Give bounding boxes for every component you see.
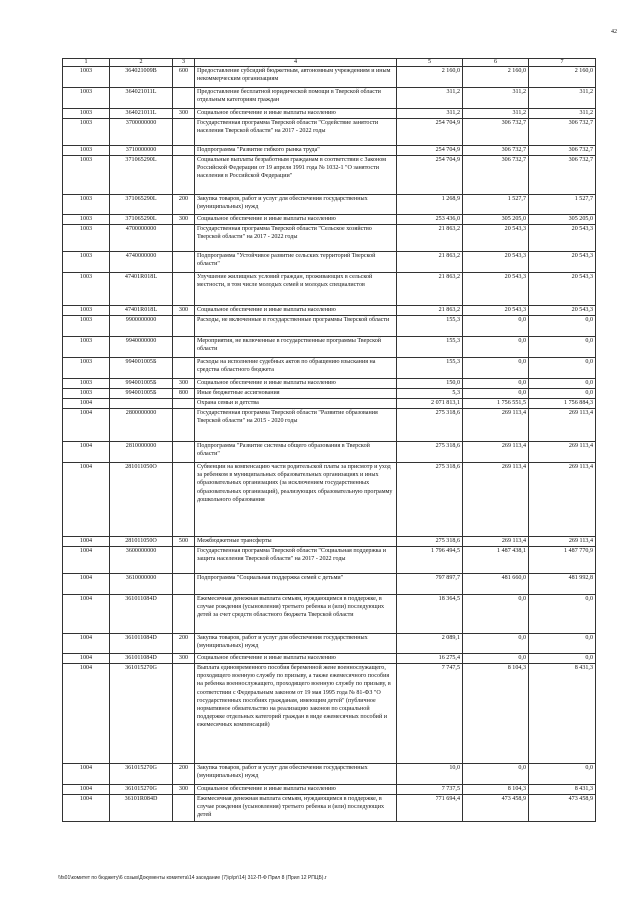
table-row [63,119,596,146]
cell-amount-year1: 254 704,9 [397,146,463,156]
table-row [63,654,596,664]
cell-expense-type [173,337,195,358]
cell-target-code: 47401R018L [110,273,173,306]
cell-expense-type [173,595,195,634]
cell-amount-year3: 306 732,7 [529,119,596,146]
cell-amount-year2: 8 104,3 [463,785,529,795]
cell-amount-year1: 311,2 [397,109,463,119]
cell-amount-year1: 21 863,2 [397,306,463,316]
cell-amount-year3: 0,0 [529,634,596,654]
cell-target-code: 36101R084D [110,795,173,822]
cell-section: 1003 [63,225,110,252]
table-row [63,785,596,795]
cell-section: 1003 [63,67,110,88]
cell-expense-type [173,225,195,252]
cell-amount-year3: 481 992,8 [529,574,596,595]
table-header-row [63,59,596,67]
cell-amount-year2: 473 458,9 [463,795,529,822]
table-row [63,88,596,109]
cell-amount-year2: 0,0 [463,316,529,337]
table-row [63,409,596,442]
cell-amount-year1: 2 089,1 [397,634,463,654]
table-row [63,252,596,273]
cell-target-code: 361015270G [110,764,173,785]
cell-amount-year3: 0,0 [529,337,596,358]
cell-target-code: 361011084D [110,654,173,664]
cell-amount-year3: 305 205,0 [529,215,596,225]
cell-amount-year1: 275 318,6 [397,409,463,442]
cell-target-code: 371065290L [110,215,173,225]
cell-expense-type: 300 [173,306,195,316]
cell-target-code [110,399,173,409]
table-row [63,442,596,463]
table-row [63,215,596,225]
cell-amount-year3: 311,2 [529,109,596,119]
table-row [63,225,596,252]
cell-expense-type: 200 [173,764,195,785]
cell-description: Социальное обеспечение и иные выплаты населению [195,379,397,389]
cell-amount-year3: 473 458,9 [529,795,596,822]
cell-amount-year2: 481 660,0 [463,574,529,595]
header-col-1: 1 [63,59,110,67]
table-row [63,664,596,764]
cell-amount-year1: 21 863,2 [397,252,463,273]
cell-section: 1003 [63,146,110,156]
cell-expense-type [173,547,195,574]
cell-expense-type: 200 [173,634,195,654]
cell-expense-type: 500 [173,537,195,547]
table-row [63,537,596,547]
cell-description: Ежемесячная денежная выплата семьям, нуждающимся в поддержке, в случае рождения (усыновления) третьего ребенка и (или) последующих детей [195,795,397,822]
cell-amount-year2: 0,0 [463,654,529,664]
cell-description: Закупка товаров, работ и услуг для обеспечения государственных (муниципальных) нужд [195,195,397,215]
cell-amount-year3: 269 113,4 [529,409,596,442]
cell-expense-type [173,316,195,337]
cell-description: Подпрограмма "Социальная поддержка семей с детьми" [195,574,397,595]
cell-amount-year1: 21 863,2 [397,225,463,252]
cell-target-code: 371065290L [110,195,173,215]
cell-target-code: 361015270G [110,785,173,795]
cell-amount-year1: 797 897,7 [397,574,463,595]
cell-amount-year3: 8 431,3 [529,785,596,795]
cell-description: Социальные выплаты безработным гражданам в соответствии с Законом Российской Федерации от 19 апреля 1991 года № 1032-1 "О занятости населения в Российской Федерации" [195,156,397,195]
cell-amount-year1: 771 694,4 [397,795,463,822]
cell-target-code: 3700000000 [110,119,173,146]
cell-amount-year3: 269 113,4 [529,463,596,537]
cell-expense-type [173,664,195,764]
cell-amount-year1: 21 863,2 [397,273,463,306]
cell-section: 1004 [63,547,110,574]
cell-section: 1003 [63,215,110,225]
cell-description: Иные бюджетные ассигнования [195,389,397,399]
cell-expense-type: 300 [173,785,195,795]
cell-description: Социальное обеспечение и иные выплаты населению [195,785,397,795]
cell-amount-year3: 20 543,3 [529,252,596,273]
cell-amount-year1: 254 704,9 [397,119,463,146]
cell-section: 1003 [63,337,110,358]
header-col-7: 7 [529,59,596,67]
cell-expense-type [173,409,195,442]
cell-amount-year2: 1 487 438,1 [463,547,529,574]
cell-expense-type: 300 [173,654,195,664]
cell-expense-type [173,252,195,273]
cell-target-code: 361015270G [110,664,173,764]
cell-expense-type [173,156,195,195]
cell-amount-year1: 155,3 [397,316,463,337]
cell-amount-year3: 269 113,4 [529,537,596,547]
cell-section: 1004 [63,409,110,442]
cell-description: Государственная программа Тверской области "Социальная поддержка и защита населения Тверской области" на 2017 - 2022 годы [195,547,397,574]
cell-target-code: 47401R018L [110,306,173,316]
cell-expense-type: 200 [173,195,195,215]
cell-amount-year2: 0,0 [463,595,529,634]
cell-target-code: 364021011L [110,109,173,119]
cell-amount-year3: 0,0 [529,316,596,337]
cell-amount-year3: 0,0 [529,595,596,634]
cell-section: 1004 [63,634,110,654]
cell-description: Охрана семьи и детства [195,399,397,409]
table-row [63,463,596,537]
cell-section: 1004 [63,785,110,795]
cell-description: Подпрограмма "Развитие гибкого рынка труда" [195,146,397,156]
cell-amount-year3: 0,0 [529,654,596,664]
cell-expense-type: 300 [173,109,195,119]
cell-amount-year3: 20 543,3 [529,225,596,252]
cell-amount-year2: 20 543,3 [463,306,529,316]
table-row [63,634,596,654]
cell-amount-year3: 20 543,3 [529,273,596,306]
cell-section: 1004 [63,537,110,547]
cell-description: Подпрограмма "Развитие системы общего образования в Тверской области" [195,442,397,463]
cell-description: Расходы, не включенные в государственные программы Тверской области [195,316,397,337]
cell-section: 1003 [63,306,110,316]
cell-target-code: 3610000000 [110,574,173,595]
cell-expense-type: 300 [173,379,195,389]
cell-target-code: 281011050О [110,537,173,547]
header-col-6: 6 [463,59,529,67]
table-row [63,764,596,785]
cell-expense-type [173,119,195,146]
cell-amount-year2: 20 543,3 [463,225,529,252]
cell-section: 1003 [63,109,110,119]
cell-section: 1003 [63,389,110,399]
cell-target-code: 2800000000 [110,409,173,442]
cell-expense-type: 600 [173,67,195,88]
cell-amount-year3: 0,0 [529,389,596,399]
table-row [63,195,596,215]
page-number: 42 [611,29,617,35]
cell-description: Выплата единовременного пособия беременной жене военнослужащего, проходящего военную службу по призыву, а также ежемесячного пособия на ребенка военнослужащего, проходящего военную службу по призыву, в соответствии с Федеральным законом от 19 мая 1995 года № 81-ФЗ "О государственных пособиях гражданам, имеющим детей" (публичное нормативное обязательство на реализацию законов по социальной поддержке отдельных категорий граждан в виде ежемесячных пособий и ежемесячных компенсаций) [195,664,397,764]
cell-expense-type [173,442,195,463]
cell-amount-year3: 20 543,3 [529,306,596,316]
cell-target-code: 361011084D [110,634,173,654]
cell-description: Предоставление субсидий бюджетным, автономным учреждениям и иным некоммерческим организациям [195,67,397,88]
cell-amount-year1: 311,2 [397,88,463,109]
cell-expense-type [173,358,195,379]
cell-target-code: 4740000000 [110,252,173,273]
cell-target-code: 3600000000 [110,547,173,574]
cell-amount-year3: 0,0 [529,358,596,379]
cell-description: Социальное обеспечение и иные выплаты населению [195,109,397,119]
cell-expense-type [173,146,195,156]
cell-section: 1003 [63,195,110,215]
cell-amount-year3: 8 431,3 [529,664,596,764]
cell-target-code: 2810000000 [110,442,173,463]
cell-description: Закупка товаров, работ и услуг для обеспечения государственных (муниципальных) нужд [195,634,397,654]
cell-target-code: 364021009В [110,67,173,88]
table-row [63,358,596,379]
cell-description: Предоставление бесплатной юридической помощи в Тверской области отдельным категориям граждан [195,88,397,109]
table-row [63,306,596,316]
cell-target-code: 9900000000 [110,316,173,337]
header-col-2: 2 [110,59,173,67]
cell-expense-type [173,795,195,822]
table-row [63,337,596,358]
table-row [63,273,596,306]
cell-amount-year2: 0,0 [463,389,529,399]
table-row [63,146,596,156]
cell-section: 1003 [63,379,110,389]
cell-description: Государственная программа Тверской области "Сельское хозяйство Тверской области" на 2017 - 2022 годы [195,225,397,252]
cell-amount-year2: 0,0 [463,337,529,358]
cell-section: 1004 [63,574,110,595]
cell-amount-year1: 253 436,0 [397,215,463,225]
cell-amount-year2: 306 732,7 [463,156,529,195]
cell-amount-year1: 1 796 494,5 [397,547,463,574]
table-row [63,595,596,634]
cell-expense-type [173,399,195,409]
cell-target-code: 361011084D [110,595,173,634]
cell-amount-year2: 269 113,4 [463,463,529,537]
cell-description: Подпрограмма "Устойчивое развитие сельских территорий Тверской области" [195,252,397,273]
cell-description: Государственная программа Тверской области "Содействие занятости населения Тверской области" на 2017 - 2022 годы [195,119,397,146]
cell-target-code: 281011050О [110,463,173,537]
cell-amount-year3: 311,2 [529,88,596,109]
cell-amount-year3: 1 487 770,9 [529,547,596,574]
cell-amount-year1: 2 071 813,1 [397,399,463,409]
cell-amount-year3: 1 756 884,3 [529,399,596,409]
cell-section: 1004 [63,764,110,785]
cell-expense-type [173,574,195,595]
cell-target-code: 4700000000 [110,225,173,252]
cell-expense-type [173,463,195,537]
cell-amount-year1: 10,0 [397,764,463,785]
cell-amount-year2: 2 160,0 [463,67,529,88]
table-row [63,156,596,195]
cell-amount-year1: 155,3 [397,337,463,358]
cell-description: Расходы на исполнение судебных актов по обращению взыскания на средства областного бюджета [195,358,397,379]
cell-section: 1003 [63,273,110,306]
cell-description: Субвенции на компенсацию части родительской платы за присмотр и уход за ребенком в муниципальных образовательных организациях и иных образовательных организациях (за исключением государственных образовательных организаций), реализующих образовательную программу дошкольного образования [195,463,397,537]
cell-amount-year1: 254 704,9 [397,156,463,195]
cell-expense-type [173,88,195,109]
cell-amount-year2: 0,0 [463,358,529,379]
table-row [63,389,596,399]
cell-target-code: 9940000000 [110,337,173,358]
cell-amount-year2: 0,0 [463,634,529,654]
cell-description: Государственная программа Тверской области "Развитие образования Тверской области" на 2015 - 2020 годы [195,409,397,442]
cell-description: Социальное обеспечение и иные выплаты населению [195,654,397,664]
cell-target-code: 994001005Б [110,358,173,379]
cell-target-code: 364021011L [110,88,173,109]
cell-amount-year3: 269 113,4 [529,442,596,463]
file-path-footer: \\fs01\комитет по бюджету\6 созыв\Документы комитета\14 заседание (7)\p\pr\14) 312-П-Ф Прил 8 (Прил 12 РПЦБ).r [58,875,327,881]
cell-target-code: 994001005Б [110,379,173,389]
cell-amount-year2: 269 113,4 [463,442,529,463]
cell-description: Мероприятия, не включенные в государственные программы Тверской области [195,337,397,358]
cell-description: Межбюджетные трансферты [195,537,397,547]
cell-amount-year1: 2 160,0 [397,67,463,88]
cell-target-code: 994001005Б [110,389,173,399]
cell-amount-year1: 1 268,9 [397,195,463,215]
budget-table [62,58,596,822]
cell-amount-year1: 18 364,5 [397,595,463,634]
cell-amount-year2: 8 104,3 [463,664,529,764]
table-row [63,67,596,88]
cell-section: 1003 [63,88,110,109]
cell-amount-year3: 0,0 [529,379,596,389]
cell-section: 1003 [63,252,110,273]
cell-amount-year2: 20 543,3 [463,252,529,273]
cell-amount-year2: 269 113,4 [463,537,529,547]
cell-amount-year1: 16 275,4 [397,654,463,664]
cell-target-code: 3710000000 [110,146,173,156]
budget-table-container [62,58,595,822]
cell-amount-year1: 275 318,6 [397,537,463,547]
cell-amount-year2: 1 756 551,5 [463,399,529,409]
cell-description: Социальное обеспечение и иные выплаты населению [195,215,397,225]
cell-description: Закупка товаров, работ и услуг для обеспечения государственных (муниципальных) нужд [195,764,397,785]
cell-section: 1003 [63,316,110,337]
cell-amount-year1: 155,3 [397,358,463,379]
cell-amount-year2: 306 732,7 [463,119,529,146]
table-row [63,547,596,574]
cell-expense-type: 800 [173,389,195,399]
cell-amount-year2: 305 205,0 [463,215,529,225]
cell-expense-type: 300 [173,215,195,225]
cell-amount-year3: 0,0 [529,764,596,785]
cell-amount-year1: 275 318,6 [397,442,463,463]
cell-amount-year3: 306 732,7 [529,156,596,195]
cell-expense-type [173,273,195,306]
cell-amount-year2: 0,0 [463,379,529,389]
cell-amount-year1: 275 318,6 [397,463,463,537]
table-row [63,109,596,119]
cell-amount-year2: 311,2 [463,88,529,109]
cell-section: 1004 [63,399,110,409]
cell-section: 1004 [63,463,110,537]
header-col-3: 3 [173,59,195,67]
header-col-4: 4 [195,59,397,67]
cell-target-code: 371065290L [110,156,173,195]
cell-section: 1004 [63,664,110,764]
table-row [63,379,596,389]
cell-description: Улучшение жилищных условий граждан, проживающих в сельской местности, в том числе молодых семей и молодых специалистов [195,273,397,306]
cell-section: 1004 [63,795,110,822]
table-body [63,67,596,822]
cell-section: 1003 [63,119,110,146]
table-row [63,795,596,822]
cell-amount-year1: 5,3 [397,389,463,399]
cell-amount-year2: 311,2 [463,109,529,119]
cell-amount-year2: 1 527,7 [463,195,529,215]
cell-section: 1003 [63,358,110,379]
table-row [63,316,596,337]
cell-amount-year2: 0,0 [463,764,529,785]
cell-amount-year2: 269 113,4 [463,409,529,442]
header-col-5: 5 [397,59,463,67]
table-row [63,399,596,409]
cell-amount-year1: 7 747,5 [397,664,463,764]
cell-amount-year3: 306 732,7 [529,146,596,156]
cell-section: 1003 [63,156,110,195]
cell-amount-year3: 1 527,7 [529,195,596,215]
cell-section: 1004 [63,442,110,463]
cell-description: Социальное обеспечение и иные выплаты населению [195,306,397,316]
cell-section: 1004 [63,595,110,634]
cell-section: 1004 [63,654,110,664]
cell-amount-year2: 306 732,7 [463,146,529,156]
cell-amount-year2: 20 543,3 [463,273,529,306]
cell-description: Ежемесячная денежная выплата семьям, нуждающимся в поддержке, в случае рождения (усыновления) третьего ребенка и (или) последующих детей за счет средств областного бюджета Тверской области [195,595,397,634]
cell-amount-year1: 7 737,5 [397,785,463,795]
table-row [63,574,596,595]
cell-amount-year1: 150,0 [397,379,463,389]
cell-amount-year3: 2 160,0 [529,67,596,88]
